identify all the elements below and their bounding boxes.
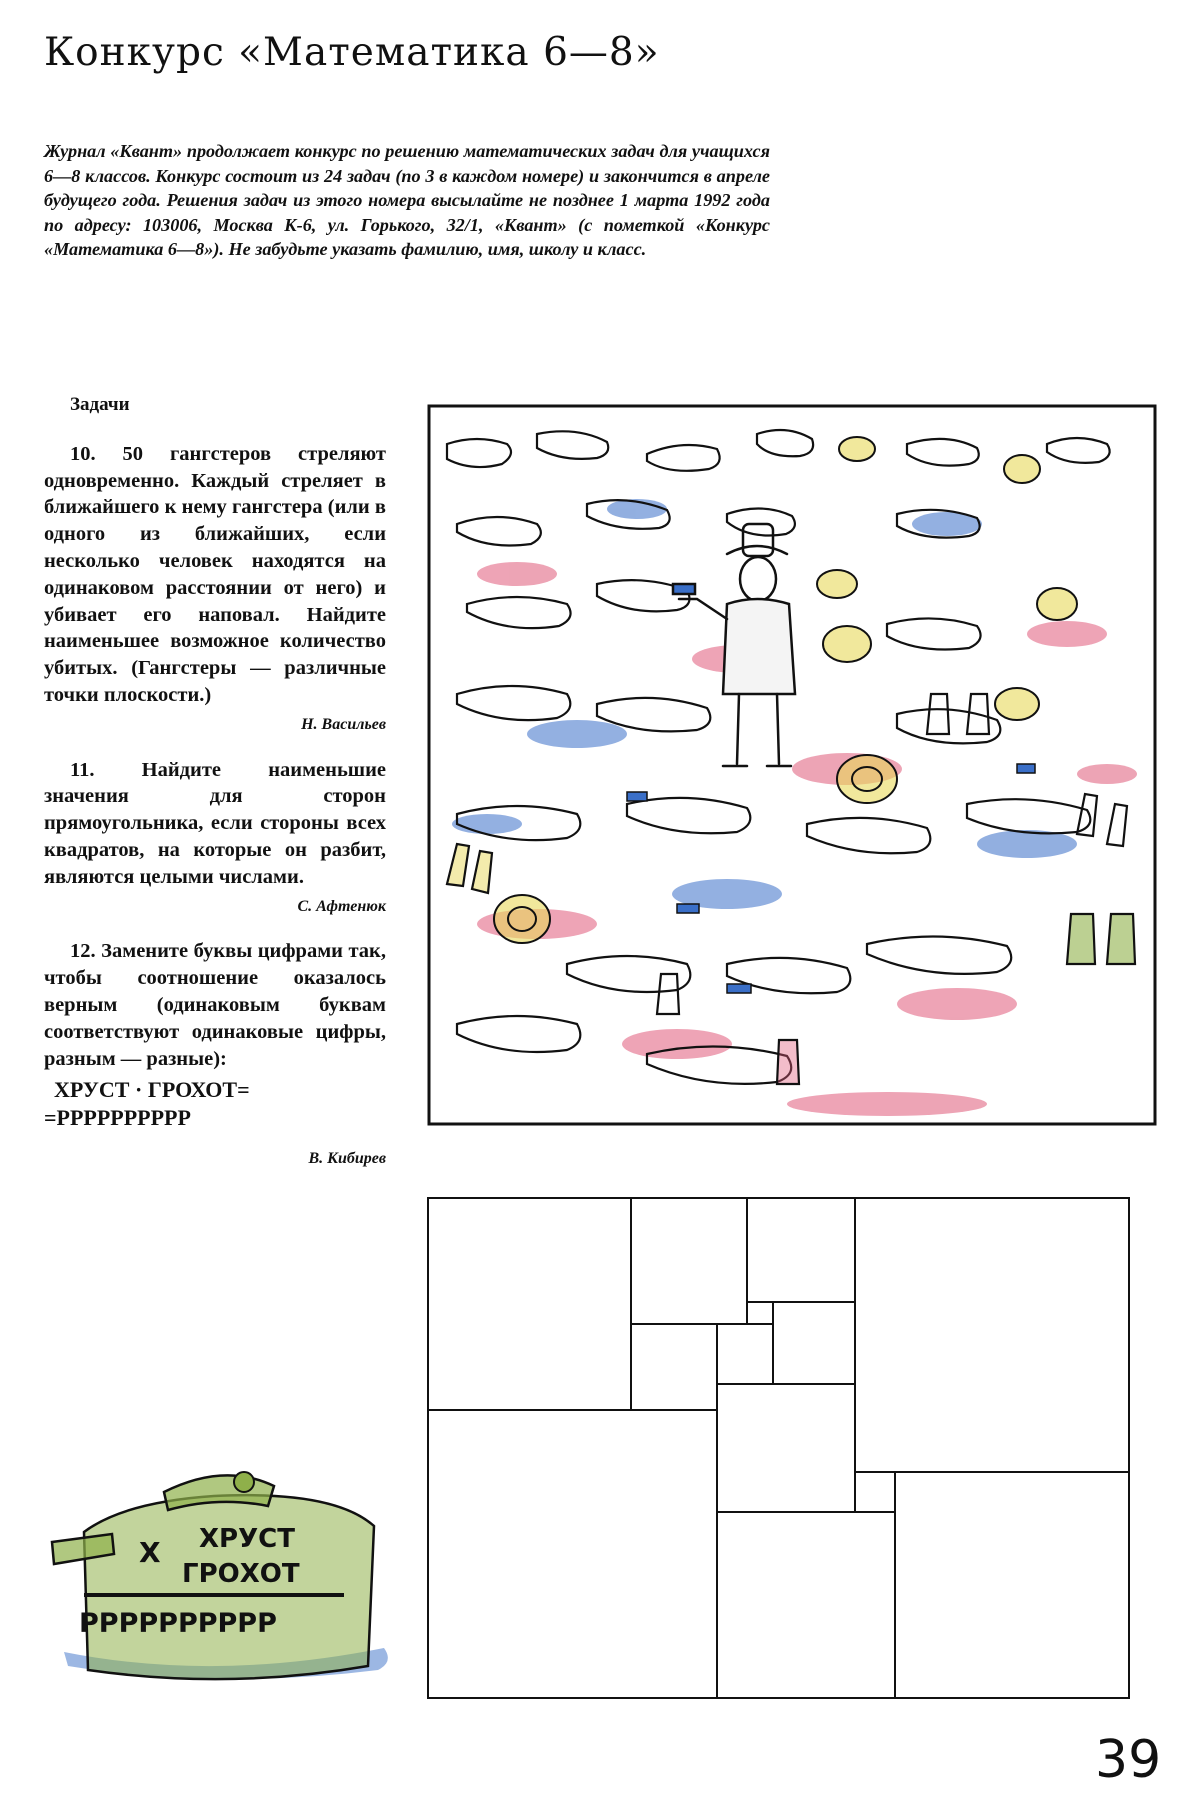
square-cell	[717, 1512, 895, 1698]
problem-10	[44, 441, 386, 709]
problem-text: Найдите наименьшие значения для сторон прямоугольника, если стороны всех квадратов, на которые он разбит, являются целыми числами.	[44, 758, 386, 888]
tank-word-2: ГРОХОТ	[182, 1559, 300, 1589]
intro-paragraph: Журнал «Квант» продолжает конкурс по решению математических задач для учащихся 6—8 классов. Конкурс состоит из 24 задач (по 3 в каждом номере) и закончится в апреле будущего года. Решения задач из этого номера высылайте не позднее 1 марта 1992 года по адресу: 103006, Москва К-6, ул. Горького, 32/1, «Квант» (с пометкой «Конкурс «Математика 6—8»). Не забудьте указать фамилию, имя, школу и класс.	[44, 141, 770, 260]
square-cell	[631, 1324, 717, 1410]
problem-number: 11.	[70, 758, 95, 781]
problem-text: 50 гангстеров стреляют одновременно. Каждый стреляет в ближайшего к нему гангстера (или в одного из ближайших, если несколько человек находятся на одинаковом расстоянии от него) и убивает его наповал. Найдите наименьшее возможное количество убитых. (Гангстеры — различные точки плоскости.)	[44, 442, 387, 706]
problem-author: Н. Васильев	[301, 715, 386, 733]
squared-rectangle-diagram	[426, 1196, 1131, 1700]
equation-line-1: ХРУСТ · ГРОХОТ=	[54, 1077, 250, 1103]
tasks-column	[44, 392, 386, 1173]
problem-author: В. Кибирев	[308, 1150, 386, 1168]
cryptarithm-equation	[44, 1076, 386, 1132]
equation-line-2: =РРРРРРРРРР	[44, 1105, 191, 1131]
square-cell	[855, 1198, 1129, 1472]
soldier-head	[234, 1472, 254, 1492]
tank-times-sign: Х	[139, 1536, 161, 1569]
square-cell	[747, 1198, 855, 1302]
square-cell	[747, 1302, 773, 1324]
problem-author: С. Афтенюк	[297, 897, 386, 915]
square-cell	[428, 1198, 631, 1410]
tank-word-1: ХРУСТ	[199, 1524, 295, 1554]
square-cell	[895, 1472, 1129, 1698]
page-number: 39	[1095, 1730, 1162, 1790]
problem-number: 10.	[70, 442, 96, 465]
square-cell	[773, 1302, 855, 1384]
tank-result: РРРРРРРРРР	[79, 1608, 277, 1639]
gangster-cartoon-illustration	[427, 404, 1157, 1126]
square-cell	[428, 1410, 717, 1698]
problem-number: 12.	[70, 940, 96, 963]
square-cell	[855, 1472, 895, 1512]
tank-cartoon-illustration	[44, 1452, 394, 1682]
page-title: Конкурс «Математика 6—8»	[44, 30, 660, 75]
tasks-heading: Задачи	[70, 394, 130, 415]
problem-11	[44, 757, 386, 891]
square-cell	[717, 1384, 855, 1512]
problem-12	[44, 938, 386, 1072]
problem-text: Замените буквы цифрами так, чтобы соотношение оказалось верным (одинаковым буквам соответствуют одинаковые цифры, разным — разные):	[44, 940, 386, 1070]
square-cell	[717, 1324, 773, 1384]
square-cell	[631, 1198, 747, 1324]
